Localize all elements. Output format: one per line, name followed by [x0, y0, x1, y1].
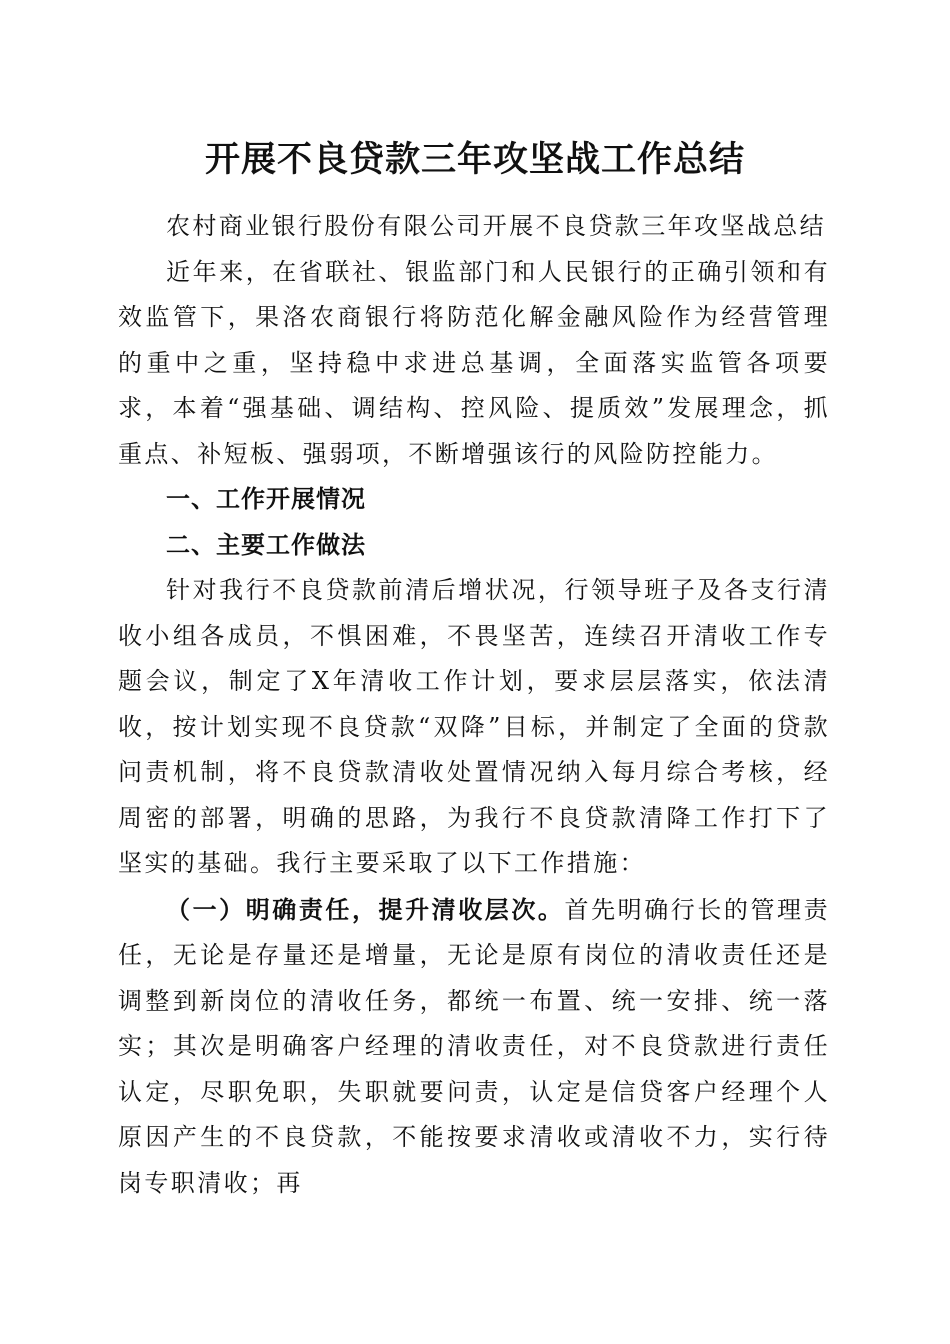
document-body — [118, 204, 830, 1206]
document-title: 开展不良贷款三年攻坚战工作总结 — [204, 139, 745, 180]
intro-paragraph: 近年来，在省联社、银监部门和人民银行的正确引领和有效监管下，果洛农商银行将防范化解金融风险作为经营管理的重中之重，坚持稳中求进总基调，全面落实监管各项要求，本着“强基础、调结构、控风险、提质效”发展理念，抓重点、补短板、强弱项，不断增强该行的风险防控能力。 — [118, 257, 830, 468]
section-heading-work-status: 一、工作开展情况 — [166, 485, 366, 513]
item-one-paragraph — [118, 887, 830, 1207]
section-heading-main-practices: 二、主要工作做法 — [166, 530, 366, 559]
main-practices-paragraph: 针对我行不良贷款前清后增状况，行领导班子及各支行清收小组各成员，不惧困难，不畏坚苦，连续召开清收工作专题会议，制定了X年清收工作计划，要求层层落实，依法清收，按计划实现不良贷款“双降”目标，并制定了全面的贷款问责机制，将不良贷款清收处置情况纳入每月综合考核，经周密的部署，明确的思路，为我行不良贷款清降工作打下了坚实的基础。我行主要采取了以下工作措施： — [118, 576, 830, 877]
item-one-lead: （一）明确责任，提升清收层次。 — [166, 894, 565, 924]
document-subtitle: 农村商业银行股份有限公司开展不良贷款三年攻坚战总结 — [166, 212, 826, 240]
item-one-body: 首先明确行长的管理责任，无论是存量还是增量，无论是原有岗位的清收责任还是调整到新岗位的清收任务，都统一布置、统一安排、统一落实；其次是明确客户经理的清收责任，对不良贷款进行责任认定，尽职免职，失职就要问责，认定是信贷客户经理个人原因产生的不良贷款，不能按要求清收或清收不力，实行待岗专职清收；再 — [118, 895, 830, 1197]
